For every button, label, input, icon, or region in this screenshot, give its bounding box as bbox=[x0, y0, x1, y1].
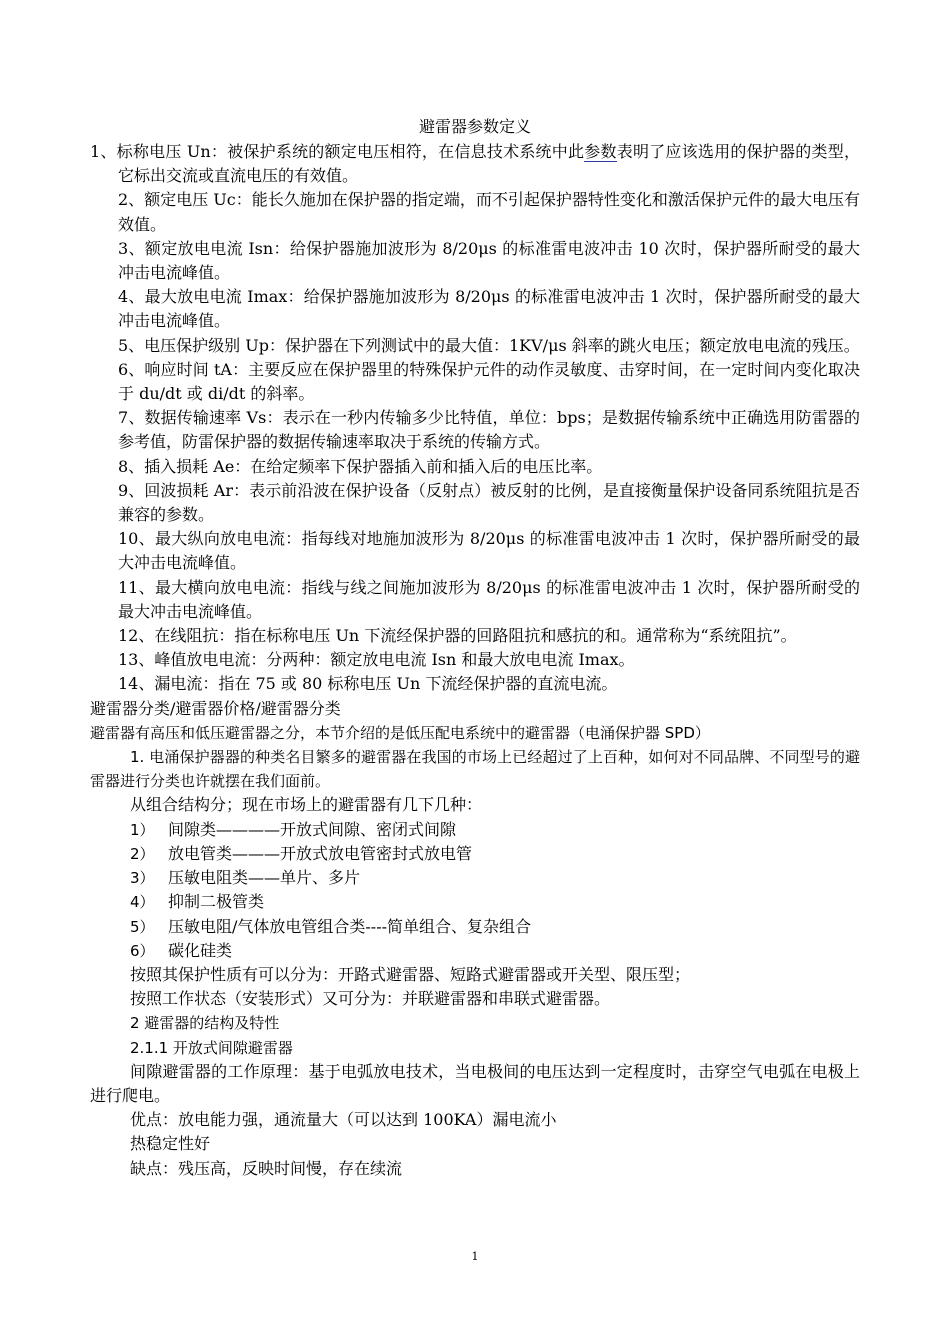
definition-3: 3、额定放电电流 Isn：给保护器施加波形为 8/20μs 的标准雷电波冲击 10 次时，保护器所耐受的最大冲击电流峰值。 bbox=[118, 238, 860, 283]
definition-11: 11、最大横向放电电流：指线与线之间施加波形为 8/20μs 的标准雷电波冲击 1 次时，保护器所耐受的最大冲击电流峰值。 bbox=[118, 577, 860, 621]
type-list-item bbox=[90, 818, 860, 842]
definition-14: 14、漏电流：指在 75 或 80 标称电压 Un 下流经保护器的直流电流。 bbox=[118, 674, 618, 694]
list-number: 5） bbox=[130, 917, 155, 936]
definition-8: 8、插入损耗 Ae：在给定频率下保护器插入前和插入后的电压比率。 bbox=[118, 456, 603, 476]
definition-7: 7、数据传输速率 Vs：表示在一秒内传输多少比特值，单位：bps；是数据传输系统中正确选用防雷器的参考值，防雷保护器的数据传输速率取决于系统的传输方式。 bbox=[118, 408, 860, 452]
type-list-item bbox=[90, 915, 860, 939]
classification-paragraph-8: 缺点：残压高，反映时间慢，存在续流 bbox=[130, 1158, 403, 1178]
type-list bbox=[90, 818, 860, 963]
list-number: 6） bbox=[130, 941, 155, 960]
classification-paragraph-5: 间隙避雷器的工作原理：基于电弧放电技术，当电极间的电压达到一定程度时，击穿空气电弧在电极上进行爬电。 bbox=[90, 1061, 860, 1105]
definition-1-text-a: 1、标称电压 Un：被保护系统的额定电压相符，在信息技术系统中此 bbox=[90, 142, 585, 161]
definition-10: 10、最大纵向放电电流：指每线对地施加波形为 8/20μs 的标准雷电波冲击 1 次时，保护器所耐受的最大冲击电流峰值。 bbox=[118, 529, 860, 573]
list-number: 4） bbox=[130, 893, 155, 912]
classification-intro: 避雷器有高压和低压避雷器之分，本节介绍的是低压配电系统中的避雷器（电涌保护器 SPD） bbox=[90, 723, 710, 742]
list-text: 放电管类———开放式放电管密封式放电管 bbox=[168, 843, 473, 863]
classification-paragraph-4: 按照工作状态（安装形式）又可分为：并联避雷器和串联式避雷器。 bbox=[130, 989, 611, 1009]
document-body bbox=[90, 140, 860, 1181]
type-list-item bbox=[90, 842, 860, 866]
list-text: 碳化硅类 bbox=[168, 940, 233, 960]
definition-9: 9、回波损耗 Ar：表示前沿波在保护设备（反射点）被反射的比例，是直接衡量保护设备同系统阻抗是否兼容的参数。 bbox=[118, 480, 860, 525]
list-text: 压敏电阻/气体放电管组合类----简单组合、复杂组合 bbox=[168, 916, 532, 936]
definition-2: 2、额定电压 Uc：能长久施加在保护器的指定端，而不引起保护器特性变化和激活保护元件的最大电压有效值。 bbox=[118, 190, 860, 234]
classification-heading: 避雷器分类/避雷器价格/避雷器分类 bbox=[90, 698, 341, 718]
document-title: 避雷器参数定义 bbox=[418, 117, 531, 136]
classification-paragraph-2: 从组合结构分；现在市场上的避雷器有几下几种： bbox=[130, 795, 483, 815]
list-number: 3） bbox=[130, 869, 155, 888]
type-list-item bbox=[90, 890, 860, 914]
parameter-link[interactable]: 参数 bbox=[584, 142, 617, 161]
classification-paragraph-7: 热稳定性好 bbox=[130, 1134, 211, 1154]
definition-1-text-b: 表明了应该选用的保护器的类型，它标出交流或直流电压的有效值。 bbox=[118, 142, 860, 186]
definitions-block bbox=[90, 188, 860, 696]
classification-paragraph-6: 优点：放电能力强，通流量大（可以达到 100KA）漏电流小 bbox=[130, 1110, 557, 1130]
list-text: 间隙类————开放式间隙、密闭式间隙 bbox=[168, 819, 457, 839]
definition-4: 4、最大放电电流 Imax：给保护器施加波形为 8/20μs 的标准雷电波冲击 1 次时，保护器所耐受的最大冲击电流峰值。 bbox=[118, 287, 860, 331]
definition-1 bbox=[90, 140, 860, 188]
list-text: 压敏电阻类——单片、多片 bbox=[168, 868, 361, 888]
classification-paragraph-3: 按照其保护性质有可以分为：开路式避雷器、短路式避雷器或开关型、限压型； bbox=[130, 964, 691, 984]
classification-paragraph-1: 1. 电涌保护器器的种类名目繁多的避雷器在我国的市场上已经超过了上百种，如何对不同品牌、不同型号的避雷器进行分类也许就摆在我们面前。 bbox=[90, 748, 860, 791]
section-heading-2: 2 避雷器的结构及特性 bbox=[130, 1014, 280, 1033]
definition-13: 13、峰值放电电流：分两种：额定放电电流 Isn 和最大放电电流 Imax。 bbox=[118, 650, 635, 670]
type-list-item bbox=[90, 866, 860, 890]
type-list-item bbox=[90, 939, 860, 963]
list-text: 抑制二极管类 bbox=[168, 892, 265, 912]
page-number: 1 bbox=[471, 1250, 479, 1263]
list-number: 1） bbox=[130, 820, 155, 839]
section-heading-2-1-1: 2.1.1 开放式间隙避雷器 bbox=[130, 1038, 293, 1057]
definition-12: 12、在线阻抗：指在标称电压 Un 下流经保护器的回路阻抗和感抗的和。通常称为“系统阻抗”。 bbox=[118, 626, 797, 646]
definition-6: 6、响应时间 tA：主要反应在保护器里的特殊保护元件的动作灵敏度、击穿时间，在一定时间内变化取决于 du/dt 或 di/dt 的斜率。 bbox=[118, 359, 860, 404]
list-number: 2） bbox=[130, 844, 155, 863]
definition-5: 5、电压保护级别 Up：保护器在下列测试中的最大值：1KV/μs 斜率的跳火电压；额定放电电流的残压。 bbox=[118, 335, 860, 355]
